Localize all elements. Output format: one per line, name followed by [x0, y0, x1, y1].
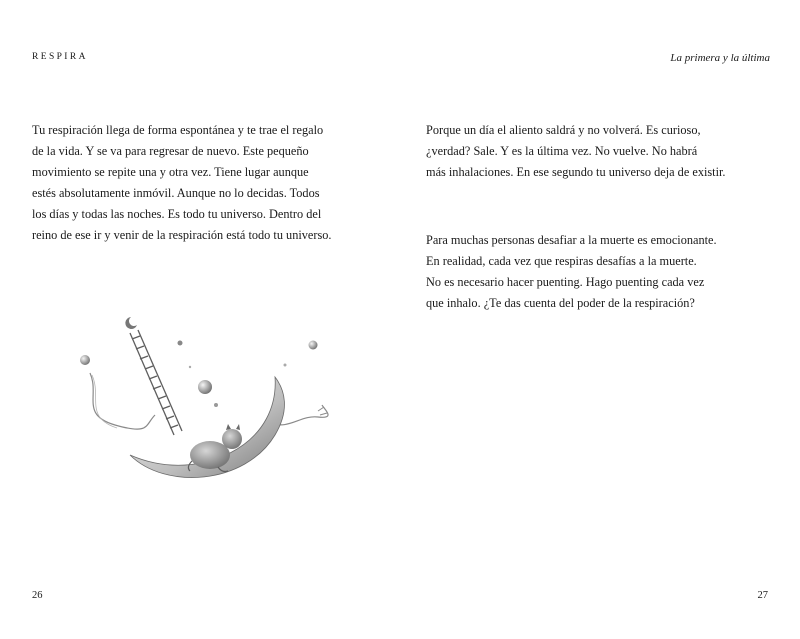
crescent-moon-with-ladder-and-sleeping-creature-icon [70, 305, 360, 495]
right-paragraph-1 [426, 120, 726, 183]
running-head-left: RESPIRA [32, 52, 88, 62]
ribbon-icon [92, 375, 117, 428]
right-paragraph-2 [426, 230, 717, 314]
text-line: Porque un día el aliento saldrá y no volverá. Es curioso, [426, 123, 701, 137]
text-line: Para muchas personas desafiar a la muerte es emocionante. [426, 233, 717, 247]
orb-icon [80, 355, 90, 365]
text-line: de la vida. Y se va para regresar de nuevo. Este pequeño [32, 144, 309, 158]
page-number-right: 27 [757, 590, 768, 601]
orb-icon [178, 341, 183, 346]
ribbon-icon [90, 373, 155, 429]
orb-icon [198, 380, 212, 394]
page-number-left: 26 [32, 590, 43, 601]
ribbon-icon [318, 407, 327, 415]
text-line: No es necesario hacer puenting. Hago puenting cada vez [426, 275, 705, 289]
text-line: Tu respiración llega de forma espontánea y te trae el regalo [32, 123, 324, 137]
text-line: más inhalaciones. En ese segundo tu universo deja de existir. [426, 165, 726, 179]
running-head-right: La primera y la última [670, 52, 770, 64]
ladder-icon [130, 330, 182, 435]
text-line: movimiento se repite una y otra vez. Tiene lugar aunque [32, 165, 309, 179]
small-crescent-icon [125, 317, 137, 329]
orb-icon [189, 366, 191, 368]
text-line: estés absolutamente inmóvil. Aunque no lo decidas. Todos [32, 186, 320, 200]
text-line: los días y todas las noches. Es todo tu universo. Dentro del [32, 207, 322, 221]
orb-icon [214, 403, 218, 407]
orb-icon [284, 364, 287, 367]
left-paragraph [32, 120, 331, 246]
text-line: En realidad, cada vez que respiras desafías a la muerte. [426, 254, 697, 268]
orb-icon [309, 341, 318, 350]
text-line: reino de ese ir y venir de la respiración está todo tu universo. [32, 228, 332, 242]
text-line: ¿verdad? Sale. Y es la última vez. No vuelve. No habrá [426, 144, 698, 158]
text-line: que inhalo. ¿Te das cuenta del poder de la respiración? [426, 296, 695, 310]
